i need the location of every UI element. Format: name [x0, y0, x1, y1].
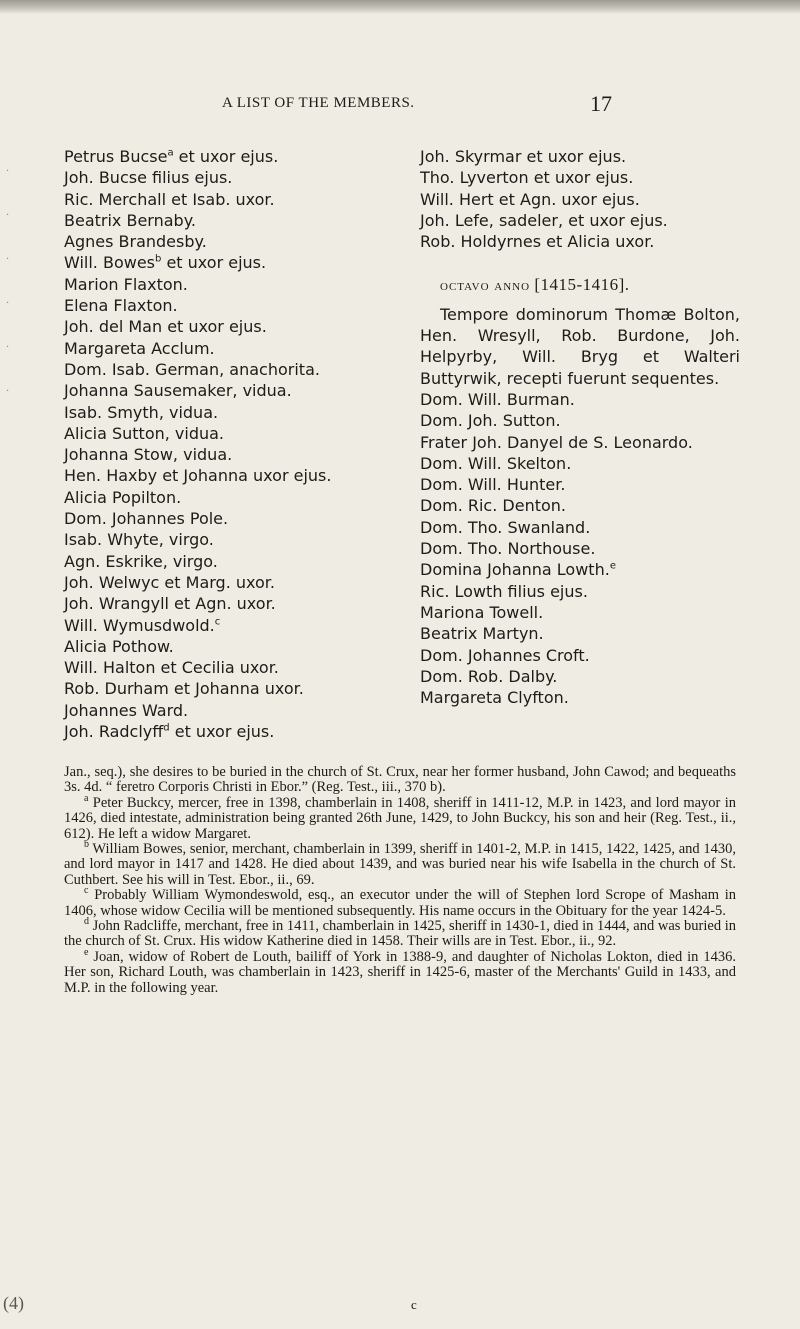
member-name: Johannes Ward. [64, 700, 189, 720]
member-name: Frater Joh. Danyel de S. Leonardo. [420, 432, 693, 452]
footnote-ref: b [155, 254, 162, 266]
member-entry [64, 487, 354, 508]
member-entry [420, 495, 740, 516]
footnote-ref: c [214, 616, 221, 628]
member-entry [420, 666, 740, 687]
footnote-list [64, 792, 736, 996]
member-name: Dom. Johannes Croft. [420, 645, 590, 665]
member-entry [64, 636, 354, 657]
member-entry [64, 338, 354, 359]
member-name: Petrus Bucse [64, 147, 168, 166]
member-entry [420, 517, 740, 538]
member-name: Isab. Smyth, vidua. [64, 402, 219, 422]
member-name: Rob. Holdyrnes et Alicia uxor. [420, 232, 655, 252]
member-name: Marion Flaxton. [64, 274, 188, 294]
footnote-a [64, 792, 736, 842]
footnote-mark: c [84, 885, 89, 897]
footnote-ref: e [609, 561, 616, 573]
member-name: Dom. Rob. Dalby. [420, 666, 558, 686]
member-entry [64, 465, 354, 486]
member-name: Domina Johanna Lowth. [420, 560, 610, 580]
member-entry [420, 453, 740, 474]
footnote-text: John Radcliffe, merchant, free in 1411, chamberlain in 1425, sheriff in 1430-1, died in 1444, and was buried in the church of St. Crux. His widow Katherine died in 1458. Their wills are in Test. Ebor., ii., 92. [64, 918, 736, 950]
member-entry [420, 474, 740, 495]
member-name: Joh. Radclyff [64, 722, 164, 742]
member-entry [64, 252, 354, 273]
right-column [420, 146, 740, 708]
member-name: Joh. del Man et uxor ejus. [64, 317, 267, 337]
section-heading-years: [1415-1416]. [534, 275, 630, 295]
member-entry [420, 146, 740, 167]
footnote-text: William Bowes, senior, merchant, chamberlain in 1399, sheriff in 1401-2, M.P. in 1415, 1422, 1425, and 1430, and lord mayor in 1417 and 1428. He died about 1439, and was buried near his wife Isabella in the church of St. Cuthbert. See his will in Test. Ebor., ii., 69. [64, 841, 736, 888]
member-entry [64, 678, 354, 699]
member-entry [64, 316, 354, 337]
member-entry [420, 410, 740, 431]
member-name-suffix: et uxor ejus. [161, 253, 267, 273]
footnote-mark: e [84, 947, 89, 959]
footnote-text: Peter Buckcy, mercer, free in 1398, chamberlain in 1408, sheriff in 1411-12, M.P. in 1423, and lord mayor in 1426, died intestate, administration being granted 26th June, 1429, to John Buckcy, his son and heir (Reg. Test., ii., 612). He left a widow Margaret. [64, 794, 736, 842]
member-name: Will. Wymusdwold. [64, 615, 215, 635]
member-name: Dom. Will. Hunter. [420, 475, 566, 495]
member-entry [420, 231, 740, 252]
member-entry [64, 189, 354, 210]
member-name: Johanna Sausemaker, vidua. [64, 381, 292, 401]
margin-mark: (4) [3, 1293, 24, 1313]
left-column-member-list [64, 146, 354, 742]
member-name: Agn. Eskrike, virgo. [64, 551, 218, 571]
member-name: Dom. Johannes Pole. [64, 509, 229, 529]
right-column-member-list-bottom [420, 389, 740, 708]
member-entry [420, 389, 740, 410]
member-entry [64, 231, 354, 252]
footnote-e [64, 947, 736, 996]
footnote-b [64, 839, 736, 888]
member-name-suffix: et uxor ejus. [173, 147, 279, 166]
member-name: Dom. Will. Burman. [420, 389, 575, 409]
member-entry [64, 572, 354, 593]
member-entry [420, 432, 740, 453]
member-name: Joh. Lefe, sadeler, et uxor ejus. [420, 210, 668, 230]
member-entry [64, 508, 354, 529]
member-name: Dom. Isab. German, anachorita. [64, 359, 320, 379]
member-entry [64, 380, 354, 401]
footnote-text: Probably William Wymondeswold, esq., an executor under the will of Stephen lord Scrope of Masham in 1406, whose widow Cecilia will be mentioned subsequently. His name occurs in the Obituary for the year 1424-5. [64, 887, 736, 919]
member-name: Dom. Tho. Swanland. [420, 517, 591, 537]
member-entry [64, 402, 354, 423]
member-name: Margareta Acclum. [64, 338, 215, 358]
member-entry [420, 645, 740, 666]
running-title: A LIST OF THE MEMBERS. [222, 95, 415, 111]
member-entry [420, 210, 740, 231]
member-name: Dom. Will. Skelton. [420, 453, 572, 473]
member-name: Will. Halton et Cecilia uxor. [64, 658, 279, 678]
footnote-mark: d [84, 916, 89, 928]
member-entry [64, 529, 354, 550]
member-name: Agnes Brandesby. [64, 232, 207, 252]
member-name: Dom. Tho. Northouse. [420, 539, 596, 559]
right-column-member-list-top [420, 146, 740, 252]
member-entry [64, 210, 354, 231]
member-name: Will. Bowes [64, 253, 156, 273]
member-entry [64, 657, 354, 678]
member-entry [64, 274, 354, 295]
member-name: Joh. Welwyc et Marg. uxor. [64, 572, 275, 592]
member-entry [64, 700, 354, 721]
member-name: Ric. Lowth filius ejus. [420, 581, 588, 601]
member-entry [64, 615, 354, 636]
member-name: Dom. Ric. Denton. [420, 496, 566, 516]
member-name: Mariona Towell. [420, 602, 544, 622]
footnote-ref: a [167, 147, 174, 159]
footnotes [64, 765, 736, 996]
member-name-suffix: et uxor ejus. [169, 722, 275, 742]
member-entry [420, 559, 740, 580]
member-name: Dom. Joh. Sutton. [420, 411, 561, 431]
member-name: Johanna Stow, vidua. [64, 445, 233, 465]
member-entry [64, 167, 354, 188]
margin-specks: · · · · · · [6, 166, 10, 397]
member-entry [64, 295, 354, 316]
section-heading-prefix: octavo anno [440, 278, 531, 295]
footnote-mark: a [84, 792, 89, 804]
member-name: Alicia Popilton. [64, 487, 182, 507]
member-name: Hen. Haxby et Johanna uxor ejus. [64, 466, 332, 486]
member-name: Tho. Lyverton et uxor ejus. [420, 168, 634, 188]
member-entry [64, 593, 354, 614]
member-entry [64, 444, 354, 465]
footnote-c [64, 885, 736, 919]
member-name: Joh. Bucse filius ejus. [64, 168, 233, 188]
footnote-continuation: Jan., seq.), she desires to be buried in the church of St. Crux, near her former husband, John Cawod; and bequeaths 3s. 4d. “ feretro Corporis Christi in Ebor.” (Reg. Test., iii., 370 b). [64, 764, 736, 796]
member-name: Margareta Clyfton. [420, 688, 569, 708]
member-entry [64, 359, 354, 380]
member-name: Isab. Whyte, virgo. [64, 530, 214, 550]
member-entry [64, 423, 354, 444]
member-name: Ric. Merchall et Isab. uxor. [64, 189, 275, 209]
footnote-ref: d [163, 722, 170, 734]
page-edge-shadow [0, 0, 800, 14]
footnote-d [64, 916, 736, 950]
member-entry [420, 602, 740, 623]
member-name: Will. Hert et Agn. uxor ejus. [420, 189, 640, 209]
member-entry [420, 581, 740, 602]
member-entry [64, 721, 354, 742]
member-name: Joh. Skyrmar et uxor ejus. [420, 147, 627, 166]
member-entry [420, 538, 740, 559]
signature-mark: c [411, 1297, 417, 1312]
section-intro: Tempore dominorum Thomæ Bolton, Hen. Wresyll, Rob. Burdone, Joh. Helpyrby, Will. Bryg et Walteri Buttyrwik, recepti fuerunt sequentes. [420, 304, 740, 388]
member-name: Rob. Durham et Johanna uxor. [64, 679, 304, 699]
member-entry [420, 189, 740, 210]
member-name: Joh. Wrangyll et Agn. uxor. [64, 594, 276, 614]
member-name: Beatrix Bernaby. [64, 210, 196, 230]
footnote-text: Joan, widow of Robert de Louth, bailiff of York in 1388-9, and daughter of Nicholas Lokton, died in 1436. Her son, Richard Louth, was chamberlain in 1423, sheriff in 1425-6, master of the Merchants' Guild in 1433, and M.P. in the following year. [64, 948, 736, 996]
member-name: Beatrix Martyn. [420, 624, 544, 644]
footnote-mark: b [84, 839, 89, 851]
member-entry [420, 687, 740, 708]
member-entry [64, 146, 354, 167]
page-number: 17 [590, 91, 612, 116]
member-name: Alicia Sutton, vidua. [64, 423, 225, 443]
member-entry [420, 623, 740, 644]
member-entry [64, 551, 354, 572]
member-name: Alicia Pothow. [64, 636, 174, 656]
section-heading [440, 274, 740, 297]
member-entry [420, 167, 740, 188]
member-name: Elena Flaxton. [64, 296, 178, 316]
